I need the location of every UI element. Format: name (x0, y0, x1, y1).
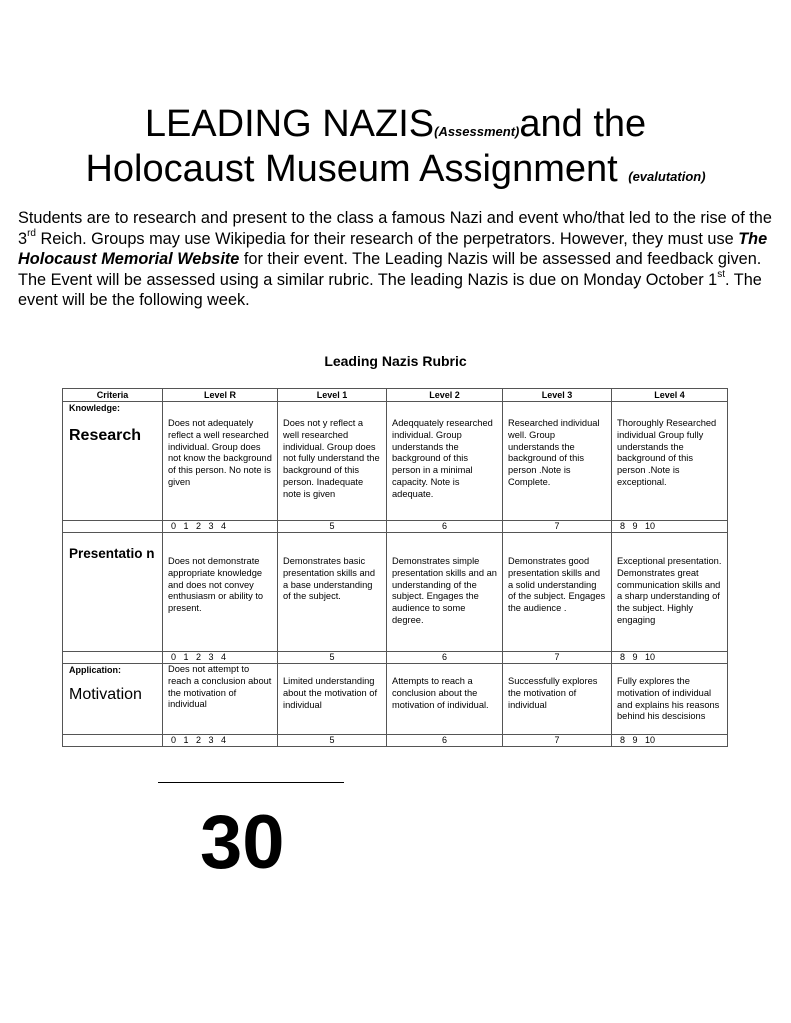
score-level-3: 7 (503, 521, 612, 533)
score-blank (63, 735, 163, 747)
rubric-header-row (63, 389, 728, 402)
level-1-desc: Does not y reflect a well researched individual. Group does not fully understand the background of this person. Inadequate note is given (278, 402, 387, 521)
title-rest-1: and the (519, 103, 647, 145)
rubric-row-motivation (63, 664, 728, 735)
level-1-desc: Demonstrates basic presentation skills and a base understanding of the subject. (278, 533, 387, 652)
score-level-3: 7 (503, 652, 612, 664)
category-label: Knowledge: (69, 403, 120, 413)
title-line-2 (0, 150, 791, 188)
level-3-desc: Demonstrates good presentation skills and a solid understanding of the subject. Engages the audience . (503, 533, 612, 652)
rubric-row-presentation (63, 533, 728, 652)
level-4-desc: Fully explores the motivation of individual and explains his reasons behind his descisions (612, 664, 728, 735)
level-4-desc: Thoroughly Researched individual Group fully understands the background of this person .Note is exceptional. (612, 402, 728, 521)
criterion-label: Research (69, 426, 142, 444)
score-level-2: 6 (387, 735, 503, 747)
score-level-r: 0 1 2 3 4 (163, 652, 278, 664)
level-2-desc: Adeqquately researched individual. Group understands the background of this person in a minimal capacity. Note is adequate. (387, 402, 503, 521)
title-tag-assessment: (Assessment) (434, 124, 520, 139)
intro-text-1: Students are to research and present to the class a famous Nazi and event who/that led to the rise of the 3 (18, 209, 772, 248)
score-underline (158, 782, 344, 783)
intro-paragraph (18, 208, 778, 311)
level-2-desc: Attempts to reach a conclusion about the motivation of individual. (387, 664, 503, 735)
header-level-3: Level 3 (503, 389, 612, 402)
header-level-2: Level 2 (387, 389, 503, 402)
rubric-title: Leading Nazis Rubric (324, 353, 467, 369)
level-r-desc: Does not demonstrate appropriate knowledge and does not convey enthusiasm or ability to present. (163, 533, 278, 652)
score-level-r: 0 1 2 3 4 (163, 521, 278, 533)
level-2-desc: Demonstrates simple presentation skills and an understanding of the subject. Engages the audience to some degree. (387, 533, 503, 652)
rubric-row-research (63, 402, 728, 521)
score-blank (63, 521, 163, 533)
score-level-3: 7 (503, 735, 612, 747)
level-3-desc: Researched individual well. Group understands the background of this person .Note is Complete. (503, 402, 612, 521)
title-main-2: Holocaust Museum Assignment (85, 148, 618, 190)
intro-text-4: . The event will be the following week. (18, 270, 762, 310)
score-level-4: 8 9 10 (612, 735, 728, 747)
criterion-cell (63, 402, 163, 521)
score-level-1: 5 (278, 735, 387, 747)
total-score: 30 (200, 800, 285, 885)
score-row (63, 521, 728, 533)
header-level-4: Level 4 (612, 389, 728, 402)
intro-text-2: Reich. Groups may use Wikipedia for their research of the perpetrators. However, they must use (35, 229, 739, 248)
criterion-label: Motivation (69, 685, 142, 703)
rubric-table (62, 388, 728, 747)
header-criteria: Criteria (63, 389, 163, 402)
level-3-desc: Successfully explores the motivation of individual (503, 664, 612, 735)
website-name: The Holocaust Memorial Website (18, 229, 768, 269)
score-level-r: 0 1 2 3 4 (163, 735, 278, 747)
level-4-desc: Exceptional presentation. Demonstrates great communication skills and a sharp understanding of the subject. Highly engaging (612, 533, 728, 652)
score-level-2: 6 (387, 521, 503, 533)
intro-text-3: for their event. The Leading Nazis will be assessed and feedback given. The Event will be assessed using a similar rubric. The leading Nazis is due on Monday October 1 (18, 250, 762, 289)
header-level-1: Level 1 (278, 389, 387, 402)
score-level-1: 5 (278, 521, 387, 533)
category-label: Application: (69, 665, 121, 675)
score-level-2: 6 (387, 652, 503, 664)
criterion-label: Presentatio n (69, 546, 155, 561)
level-r-desc: Does not attempt to reach a conclusion about the motivation of individual (163, 664, 278, 735)
score-level-4: 8 9 10 (612, 521, 728, 533)
criterion-cell (63, 533, 163, 652)
score-row (63, 735, 728, 747)
title-tag-evaluation: (evalutation) (628, 169, 706, 184)
criterion-cell (63, 664, 163, 735)
level-1-desc: Limited understanding about the motivation of individual (278, 664, 387, 735)
score-level-1: 5 (278, 652, 387, 664)
score-row (63, 652, 728, 664)
title-main-1: LEADING NAZIS (144, 103, 435, 145)
intro-sup-2: st (717, 269, 726, 281)
header-level-r: Level R (163, 389, 278, 402)
score-blank (63, 652, 163, 664)
level-r-desc: Does not adequately reflect a well researched individual. Group does not know the background of this person. No note is given (163, 402, 278, 521)
intro-sup-1: rd (27, 228, 36, 240)
score-level-4: 8 9 10 (612, 652, 728, 664)
title-line-1 (0, 105, 791, 143)
